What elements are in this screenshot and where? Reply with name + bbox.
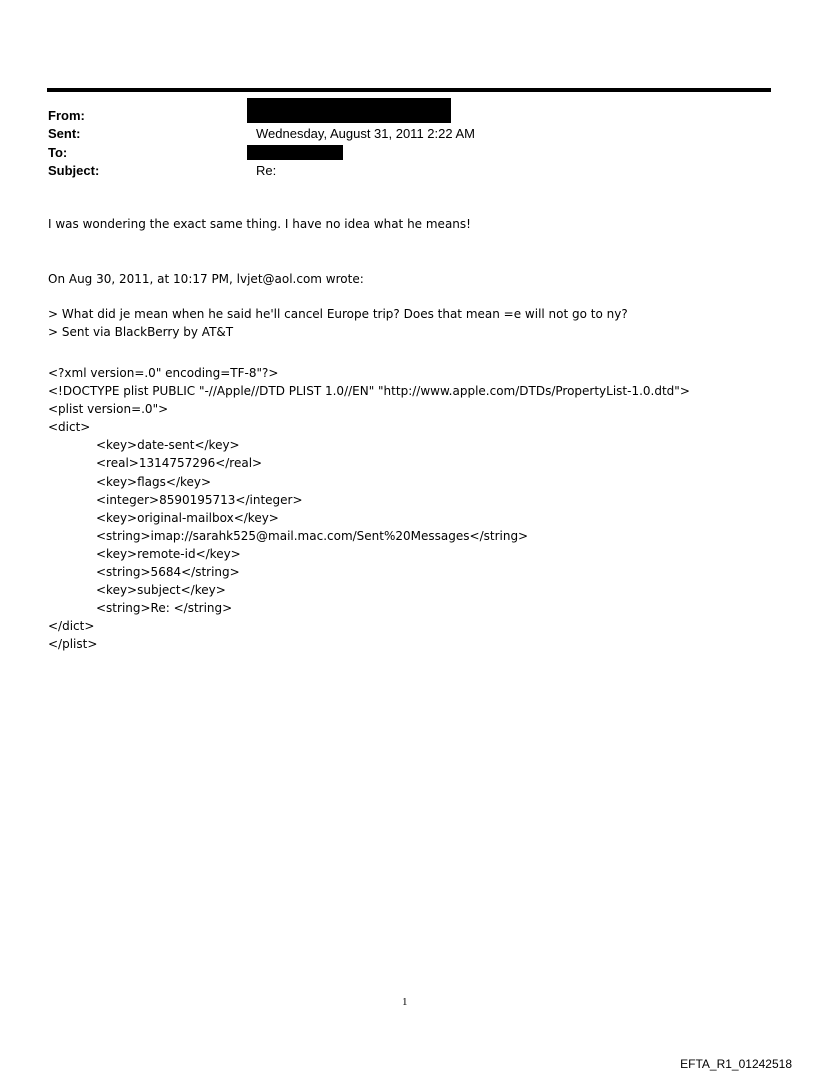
xml-line: <key>date-sent</key> [96,438,240,453]
from-label: From: [48,108,85,123]
xml-line: <!DOCTYPE plist PUBLIC "-//Apple//DTD PLIST 1.0//EN" "http://www.apple.com/DTDs/PropertyList-1.0.dtd"> [48,384,690,399]
xml-line: <key>subject</key> [96,583,226,598]
page-number: 1 [402,996,408,1008]
bates-id: EFTA_R1_01242518 [680,1057,792,1071]
xml-line: </plist> [48,637,98,652]
xml-line: <integer>8590195713</integer> [96,492,303,507]
xml-line: <key>flags</key> [96,474,212,489]
quoted-line: > Sent via BlackBerry by AT&T [48,325,234,339]
xml-line: <string>imap://sarahk525@mail.mac.com/Sent%20Messages</string> [96,528,529,543]
sent-label: Sent: [48,126,81,141]
subject-value: Re: [256,163,277,178]
redacted-from [247,98,451,123]
subject-label: Subject: [48,163,100,178]
header-rule [47,88,771,92]
plist-xml [48,364,690,654]
xml-line: <key>remote-id</key> [96,546,241,561]
xml-line: <key>original-mailbox</key> [96,510,279,525]
reply-text: I was wondering the exact same thing. I have no idea what he means! [48,217,471,231]
sent-value: Wednesday, August 31, 2011 2:22 AM [256,126,475,141]
xml-line: <string>Re: </string> [96,601,233,616]
xml-line: <plist version=.0"> [48,402,169,417]
xml-line: <dict> [48,420,91,435]
xml-line: <real>1314757296</real> [96,456,263,471]
quote-intro: On Aug 30, 2011, at 10:17 PM, lvjet@aol.com wrote: [48,272,364,286]
xml-line: </dict> [48,619,95,634]
redacted-to [247,145,343,160]
xml-line: <?xml version=.0" encoding=TF-8"?> [48,366,279,380]
xml-line: <string>5684</string> [96,565,240,580]
to-label: To: [48,145,68,160]
quoted-line: > What did je mean when he said he'll cancel Europe trip? Does that mean =e will not go to ny? [48,307,628,321]
